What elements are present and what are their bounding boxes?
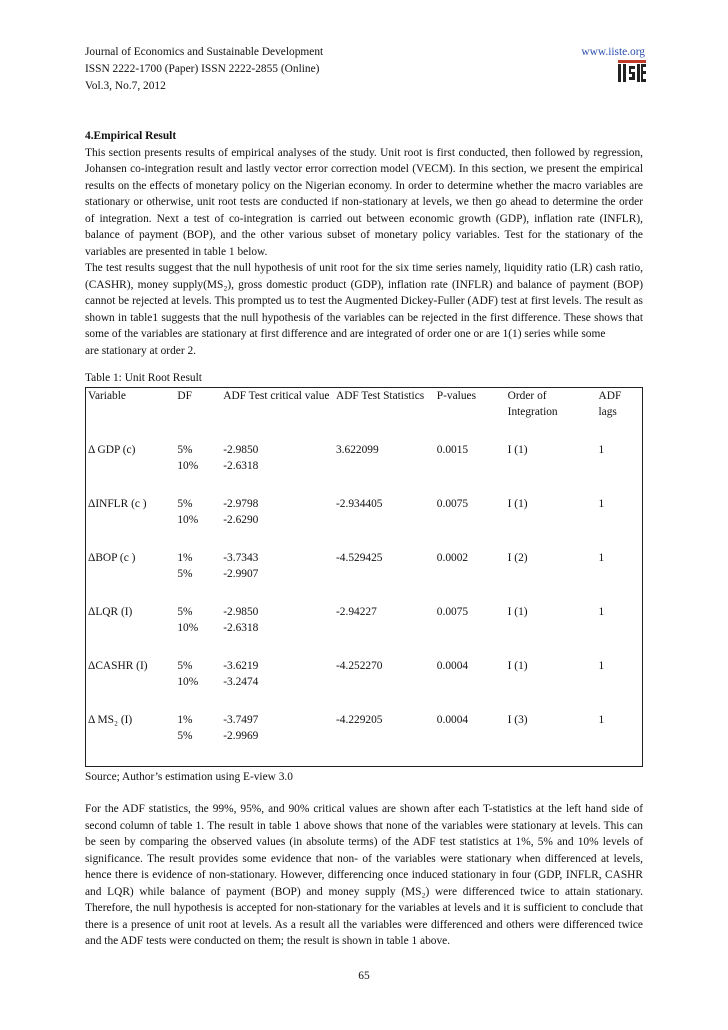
critical-cell: -3.7497 -2.9969 (223, 713, 259, 742)
stat-cell: -4.229205 (335, 713, 383, 726)
table-caption: Table 1: Unit Root Result (85, 372, 202, 384)
journal-title: Journal of Economics and Sustainable Development (85, 46, 324, 58)
critical-cell: -3.6219 -3.2474 (223, 659, 259, 688)
critical-cell: -2.9798 -2.6290 (223, 497, 259, 526)
df-cell: 5% 10% (177, 605, 199, 634)
stat-cell: -4.252270 (335, 659, 383, 672)
paragraph-test-results-tail: are stationary at order 2. (85, 344, 197, 357)
table-source-note: Source; Author’s estimation using E-view 3.0 (85, 770, 293, 783)
table-row (86, 550, 643, 604)
journal-url-link[interactable]: www.iiste.org (581, 46, 645, 58)
table-row (86, 496, 643, 550)
order-cell: I (3) (507, 713, 528, 726)
lags-cell: 1 (598, 659, 605, 672)
column-header: ADF lags (598, 389, 622, 418)
order-cell: I (1) (507, 497, 528, 510)
variable-cell: Δ MS₂ (I) (88, 713, 133, 726)
order-cell: I (1) (507, 443, 528, 456)
column-header: P-values (436, 389, 477, 402)
section-title: 4.Empirical Result (85, 130, 177, 142)
iiste-logo (618, 60, 646, 82)
variable-cell: Δ GDP (c) (88, 443, 136, 456)
unit-root-table (85, 387, 643, 767)
lags-cell: 1 (598, 497, 605, 510)
column-header: ADF Test Statistics (335, 389, 425, 402)
df-cell: 1% 5% (177, 713, 193, 742)
order-cell: I (1) (507, 605, 528, 618)
page-header (85, 44, 645, 95)
critical-cell: -3.7343 -2.9907 (223, 551, 259, 580)
pvalue-cell: 0.0004 (436, 713, 469, 726)
table-row (86, 658, 643, 712)
pvalue-cell: 0.0002 (436, 551, 469, 564)
volume-line: Vol.3, No.7, 2012 (85, 80, 166, 92)
lags-cell: 1 (598, 713, 605, 726)
variable-cell: ΔCASHR (I) (88, 659, 148, 672)
column-header: ADF Test critical value (223, 389, 330, 402)
critical-cell: -2.9850 -2.6318 (223, 605, 259, 634)
df-cell: 5% 10% (177, 443, 199, 472)
table-row (86, 442, 643, 496)
main-content (85, 128, 643, 950)
variable-cell: ΔLQR (I) (88, 605, 133, 618)
paragraph-adf-discussion: For the ADF statistics, the 99%, 95%, and 90% critical values are shown after each T-statistics at the left hand side of second column of table 1. The result in table 1 above shows that none of the variables were stationary at levels. This can be seen by comparing the observed values (in absolute terms) of the ADF test statistics at 1%, 5% and 10% levels of significance. The result provides some evidence that non- of the variables were stationary when differenced at levels, hence there is evidence of non-stationary. However, differencing once induced stationary in four (GDP, INFLR, CASHR and LQR) while balance of payment (BOP) and money supply (MS₂) were differenced twice to attain stationary. Therefore, the null hypothesis is accepted for non-stationary for the variables at levels and it is sufficient to conclude that there is a presence of unit root at levels. As a result all the variables were differenced and others were differenced twice and the ADF tests were conducted on them; the result is shown in table 1 above. (85, 803, 643, 947)
pvalue-cell: 0.0075 (436, 605, 469, 618)
issn-line: ISSN 2222-1700 (Paper) ISSN 2222-2855 (Online) (85, 63, 320, 75)
pvalue-cell: 0.0015 (436, 443, 469, 456)
critical-cell: -2.9850 -2.6318 (223, 443, 259, 472)
stat-cell: -2.94227 (335, 605, 377, 618)
column-header: DF (177, 389, 192, 402)
iiste-logo-icon (618, 60, 646, 84)
df-cell: 1% 5% (177, 551, 193, 580)
column-header: Variable (88, 389, 126, 402)
lags-cell: 1 (598, 605, 605, 618)
paragraph-test-results: The test results suggest that the null hypothesis of unit root for the six time series namely, liquidity ratio (LR) cash ratio,(CASHR), money supply(MS₂), gross domestic product (GDP), inflation rate (INFLR) and balance of payment (BOP) cannot be rejected at levels. This prompted us to test the Augmented Dickey-Fuller (ADF) test at first levels. The result as shown in table1 suggests that the null hypothesis of the variables can be rejected in the first difference. These shows that some of the variables are stationary at first difference and are integrated of order one or are 1(1) series while some (85, 262, 643, 340)
pvalue-cell: 0.0004 (436, 659, 469, 672)
order-cell: I (1) (507, 659, 528, 672)
stat-cell: -2.934405 (335, 497, 383, 510)
table-row (86, 604, 643, 658)
variable-cell: ΔINFLR (c ) (88, 497, 147, 510)
lags-cell: 1 (598, 443, 605, 456)
column-header: Order of Integration (507, 389, 558, 418)
stat-cell: 3.622099 (335, 443, 379, 456)
lags-cell: 1 (598, 551, 605, 564)
stat-cell: -4.529425 (335, 551, 383, 564)
df-cell: 5% 10% (177, 497, 199, 526)
table-header-row (86, 387, 643, 442)
order-cell: I (2) (507, 551, 528, 564)
table-row (86, 712, 643, 767)
variable-cell: ΔBOP (c ) (88, 551, 136, 564)
pvalue-cell: 0.0075 (436, 497, 469, 510)
df-cell: 5% 10% (177, 659, 199, 688)
paragraph-intro: This section presents results of empirical analyses of the study. Unit root is first conducted, then followed by regression, Johansen co-integration result and lastly vector error correction model (VECM). In this section, we present the empirical results on the effects of monetary policy on the Nigerian economy. In order to determine whether the macro variables are stationary or otherwise, unit root tests are conducted if non-stationary at levels, we then go ahead to determine the order of integration. Next a test of co-integration is carried out between economic growth (GDP), inflation rate (INFLR), balance of payment (BOP), and the other various subset of monetary policy variables. Test for the stationary of the variables are presented in table 1 below. (85, 146, 643, 258)
page-number: 65 (358, 970, 370, 982)
